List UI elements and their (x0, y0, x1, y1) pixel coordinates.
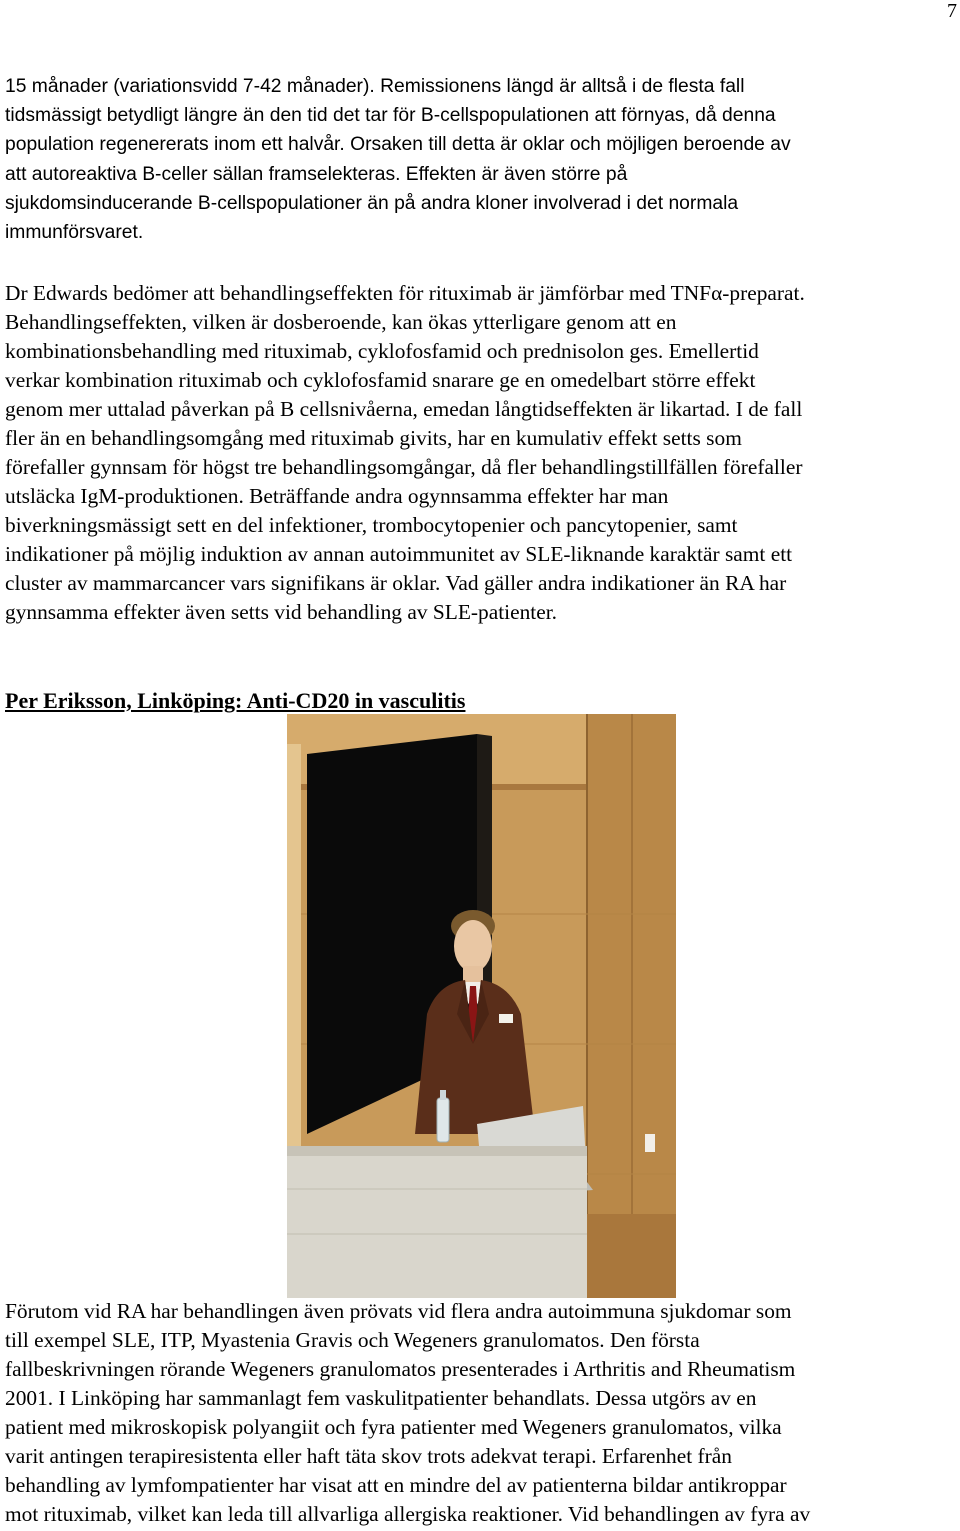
paragraph-line: 2001. I Linköping har sammanlagt fem vaskulitpatienter behandlats. Dessa utgörs av en (5, 1386, 757, 1410)
page-number: 7 (947, 0, 957, 22)
section-heading: Per Eriksson, Linköping: Anti-CD20 in vasculitis (5, 688, 466, 713)
paragraph-line: till exempel SLE, ITP, Myastenia Gravis och Wegeners granulomatos. Den första (5, 1328, 700, 1352)
paragraph-line: fallbeskrivningen rörande Wegeners granulomatos presenterades i Arthritis and Rheumatism (5, 1357, 796, 1381)
paragraph-line: Dr Edwards bedömer att behandlingseffekten för rituximab är jämförbar med TNFα-preparat. (5, 281, 805, 305)
paragraph-line: mot rituximab, vilket kan leda till allvarliga allergiska reaktioner. Vid behandlingen av fyra av (5, 1502, 811, 1526)
paragraph-line: population regenererats inom ett halvår. Orsaken till detta är oklar och möjligen beroende av (5, 134, 791, 155)
paragraph-line: patient med mikroskopisk polyangiit och fyra patienter med Wegeners granulomatos, vilka (5, 1415, 782, 1439)
paragraph-line: tidsmässigt betydligt längre än den tid det tar för B-cellspopulationen att förnyas, då denna (5, 105, 776, 126)
paragraph-line: immunförsvaret. (5, 222, 144, 243)
paragraph-line: kombinationsbehandling med rituximab, cyklofosfamid och prednisolon ges. Emellertid (5, 339, 759, 363)
paragraph-line: behandling av lymfompatienter har visat att en mindre del av patienterna bildar antikroppar (5, 1473, 787, 1497)
paragraph-line: cluster av mammarcancer vars signifikans är oklar. Vad gäller andra indikationer än RA har (5, 571, 787, 595)
paragraph-line: varit antingen terapiresistenta eller haft täta skov trots adekvat terapi. Erfarenhet från (5, 1444, 732, 1468)
paragraph-line: utsläcka IgM-produktionen. Beträffande andra ogynnsamma effekter har man (5, 484, 669, 508)
paragraph-line: gynnsamma effekter även setts vid behandling av SLE-patienter. (5, 600, 558, 624)
paragraph-line: verkar kombination rituximab och cyklofosfamid snarare ge en omedelbart större effekt (5, 368, 756, 392)
paragraph-line: att autoreaktiva B-celler sällan framselekteras. Effekten är även större på (5, 164, 628, 185)
paragraph-line: genom mer uttalad påverkan på B cellsnivåerna, emedan långtidseffekten är likartad. I de fall (5, 397, 803, 421)
paragraph-line: biverkningsmässigt sett en del infektioner, trombocytopenier och pancytopenier, samt (5, 513, 738, 537)
speaker-at-podium-photo (287, 714, 676, 1298)
paragraph-line: 15 månader (variationsvidd 7-42 månader). Remissionens längd är alltså i de flesta fall (5, 76, 745, 97)
paragraph-line: sjukdomsinducerande B-cellspopulationer än på andra kloner involverad i det normala (5, 193, 739, 214)
paragraph-line: förefaller gynnsam för högst tre behandlingsomgångar, då fler behandlingstillfällen förefaller (5, 455, 803, 479)
paragraph-line: Behandlingseffekten, vilken är dosberoende, kan ökas ytterligare genom att en (5, 310, 677, 334)
paragraph-line: fler än en behandlingsomgång med rituximab givits, har en kumulativ effekt setts som (5, 426, 742, 450)
paragraph-line: indikationer på möjlig induktion av annan autoimmunitet av SLE-liknande karaktär samt ett (5, 542, 793, 566)
paragraph-line: Förutom vid RA har behandlingen även prövats vid flera andra autoimmuna sjukdomar som (5, 1299, 792, 1323)
